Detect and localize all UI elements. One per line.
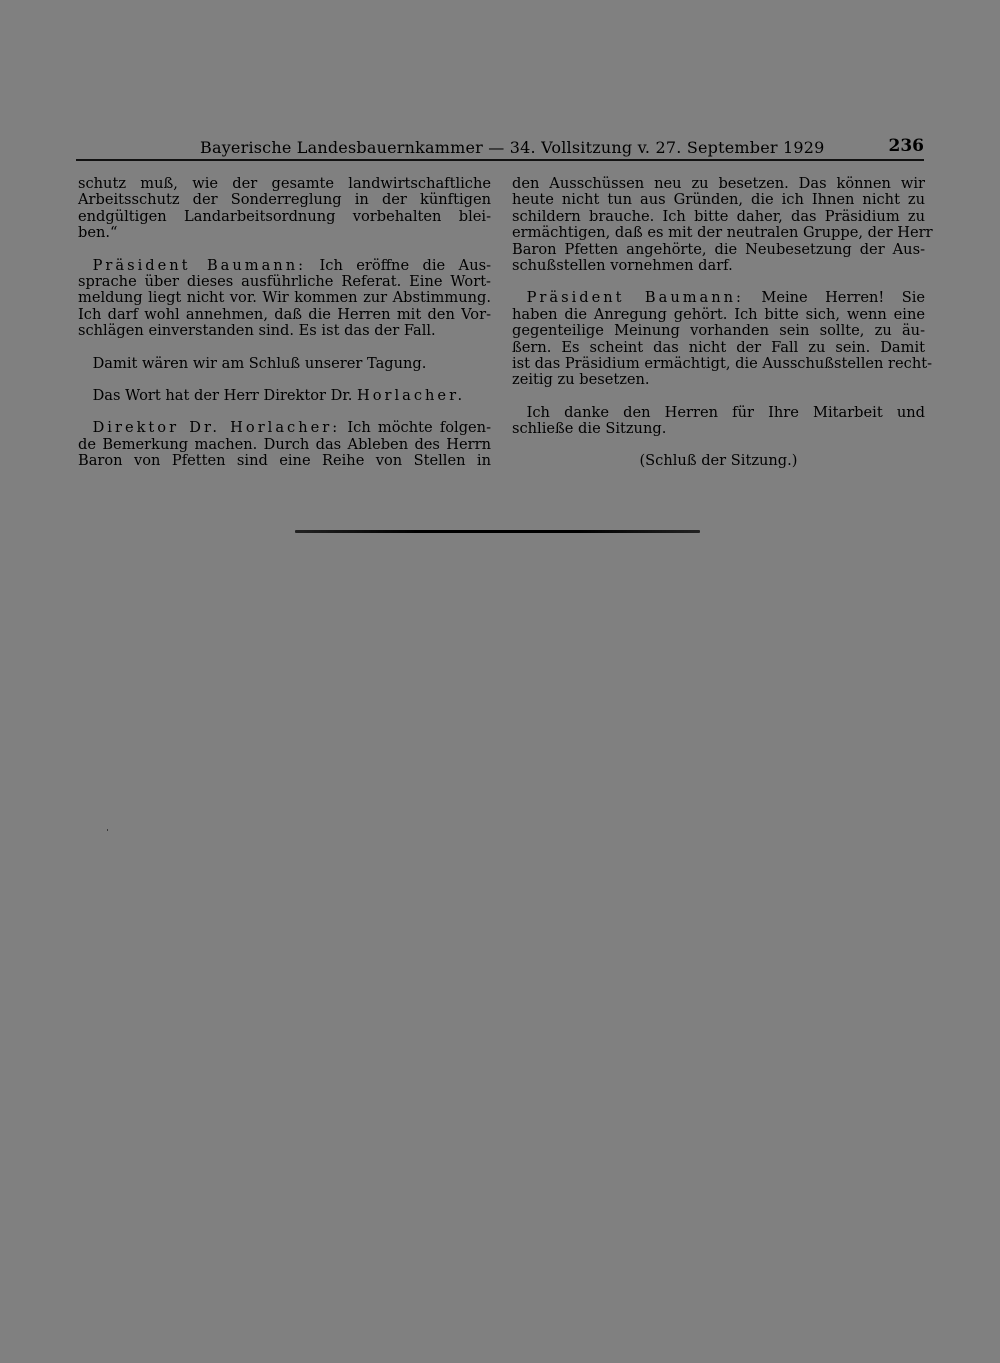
text-line: Das Wort hat der Herr Direktor Dr. Horlacher. [92,386,466,404]
text-line: Präsident Baumann: Meine Herren! Sie [526,289,925,307]
speaker-name: Präsident Baumann: [92,256,307,274]
paragraph [78,356,491,372]
text-line: gegenteilige Meinung vorhanden sein sollte, zu äu- [512,322,925,340]
text-line: schließe die Sitzung. [512,420,667,438]
running-header [76,136,924,160]
paragraph [512,289,933,389]
header-title: Bayerische Landesbauernkammer — 34. Vollsitzung v. 27. September 1929 [200,138,825,157]
text-line: schlägen einverstanden sind. Es ist das der Fall. [78,322,436,340]
paragraph [78,388,491,404]
text-line: den Ausschüssen neu zu besetzen. Das können wir [512,175,925,192]
page-number: 236 [888,136,924,156]
text-line: ermächtigen, daß es mit der neutralen Gruppe, der Herr [512,224,933,242]
person-name: Horlacher. [357,386,466,404]
text-line: Ich danke den Herren für Ihre Mitarbeit und [526,403,925,421]
text-line: ßern. Es scheint das nicht der Fall zu sein. Damit [512,338,925,356]
closing-note [512,453,925,469]
paragraph [78,176,491,242]
text-line: Baron von Pfetten sind eine Reihe von Stellen in [78,452,491,470]
left-column [78,176,491,469]
header-rule [76,159,924,161]
text-line: sprache über dieses ausführliche Referat. Eine Wort- [78,272,491,290]
paragraph [512,175,933,274]
paragraph [78,420,491,469]
right-column [512,175,933,470]
text-line: Ich darf wohl annehmen, daß die Herren mit den Vor- [78,305,491,323]
scan-speck [107,829,108,831]
text-line: Baron Pfetten angehörte, die Neubesetzung der Aus- [512,240,925,258]
text-line: ist das Präsidium ermächtigt, die Ausschußstellen recht- [512,354,933,372]
text-line: meldung liegt nicht vor. Wir kommen zur Abstimmung. [78,289,491,307]
text-line: schildern brauche. Ich bitte daher, das Präsidium zu [512,207,925,225]
text-line: haben die Anregung gehört. Ich bitte sich, wenn eine [512,305,925,323]
text-line: Arbeitsschutz der Sonderreglung in der künftigen [78,191,491,209]
text-line: Damit wären wir am Schluß unserer Tagung. [92,354,427,372]
text-line: schußstellen vornehmen darf. [512,256,733,274]
text-line: Direktor Dr. Horlacher: Ich möchte folgen- [92,419,492,437]
speaker-name: Direktor Dr. Horlacher: [92,419,341,437]
text-line: ben.“ [78,224,118,242]
text-line: Präsident Baumann: Ich eröffne die Aus- [92,256,492,274]
speaker-name: Präsident Baumann: [526,289,744,307]
text-line: schutz muß, wie der gesamte landwirtschaftliche [78,175,491,192]
text-line: de Bemerkung machen. Durch das Ableben des Herrn [78,435,491,453]
text-line: zeitig zu besetzen. [512,371,650,389]
session-closing-text: (Schluß der Sitzung.) [639,452,798,470]
text-line: heute nicht tun aus Gründen, die ich Ihnen nicht zu [512,191,925,209]
end-rule [295,530,700,533]
text-line: endgültigen Landarbeitsordnung vorbehalten blei- [78,207,491,225]
paragraph [512,405,925,438]
paragraph [78,258,491,340]
